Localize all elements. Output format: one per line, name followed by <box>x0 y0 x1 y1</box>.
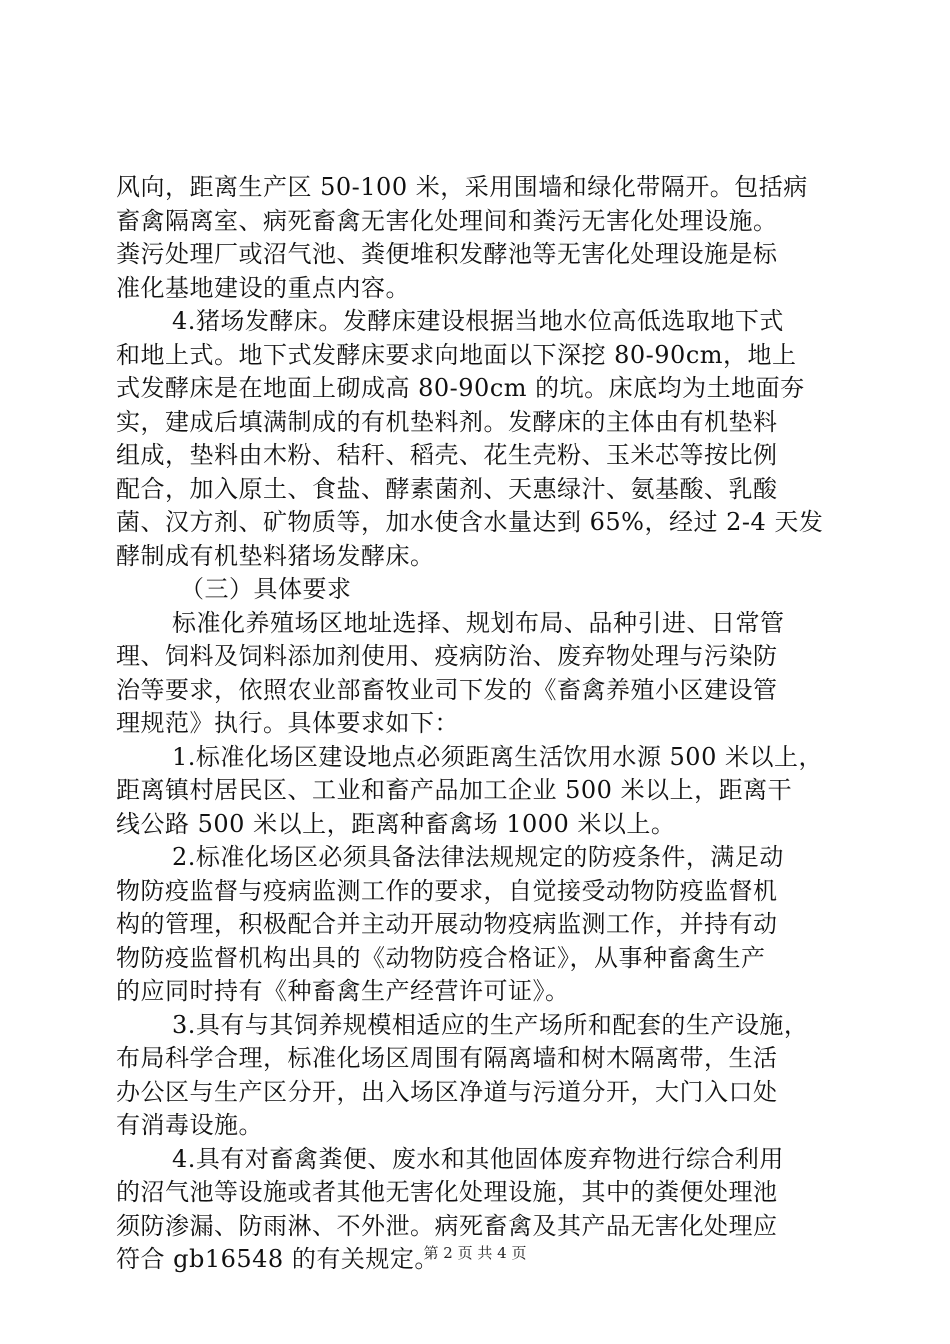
text-line: 有消毒设施。 <box>116 1111 263 1139</box>
paragraph-start-line: 1.标准化场区建设地点必须距离生活饮用水源 500 米以上， <box>172 742 823 771</box>
text-line: 理规范》执行。具体要求如下： <box>116 709 459 737</box>
paragraph-start-line: 4.猪场发酵床。发酵床建设根据当地水位高低选取地下式 <box>172 307 784 335</box>
paragraph-start-line: 2.标准化场区必须具备法律法规规定的防疫条件，满足动 <box>172 843 784 871</box>
text-line: 实，建成后填满制成的有机垫料剂。发酵床的主体由有机垫料 <box>116 407 778 436</box>
text-line: 的沼气池等设施或者其他无害化处理设施，其中的粪便处理池 <box>116 1178 778 1206</box>
text-line: 式发酵床是在地面上砌成高 80-90cm 的坑。床底均为土地面夯 <box>116 374 805 402</box>
text-line: 的应同时持有《种畜禽生产经营许可证》。 <box>116 977 570 1005</box>
text-line: 畜禽隔离室、病死畜禽无害化处理间和粪污无害化处理设施。 <box>116 206 778 235</box>
text-line: 理、饲料及饲料添加剂使用、疫病防治、废弃物处理与污染防 <box>116 642 778 670</box>
text-line: 准化基地建设的重点内容。 <box>116 273 410 302</box>
text-line: 办公区与生产区分开，出入场区净道与污道分开，大门入口处 <box>116 1077 778 1106</box>
text-line: 须防渗漏、防雨淋、不外泄。病死畜禽及其产品无害化处理应 <box>116 1211 778 1240</box>
text-line: 治等要求，依照农业部畜牧业司下发的《畜禽养殖小区建设管 <box>116 675 778 704</box>
text-line: 线公路 500 米以上，距离种畜禽场 1000 米以上。 <box>116 809 676 838</box>
text-line: 和地上式。地下式发酵床要求向地面以下深挖 80-90cm，地上 <box>116 340 797 369</box>
text-line: 酵制成有机垫料猪场发酵床。 <box>116 541 435 570</box>
text-line: 距离镇村居民区、工业和畜产品加工企业 500 米以上，距离干 <box>116 776 793 804</box>
paragraph-start-line: 4.具有对畜禽粪便、废水和其他固体废弃物进行综合利用 <box>172 1144 784 1173</box>
paragraph-start-line: 3.具有与其饲养规模相适应的生产场所和配套的生产设施， <box>172 1010 809 1039</box>
text-line: 组成，垫料由木粉、秸秆、稻壳、花生壳粉、玉米芯等按比例 <box>116 441 778 469</box>
text-line: 符合 gb16548 的有关规定。 <box>116 1245 439 1273</box>
text-line: 构的管理，积极配合并主动开展动物疫病监测工作，并持有动 <box>116 910 778 938</box>
section-heading: （三）具体要求 <box>180 575 352 603</box>
text-line: 配合，加入原土、食盐、酵素菌剂、天惠绿汁、氨基酸、乳酸 <box>116 474 778 503</box>
text-line: 粪污处理厂或沼气池、粪便堆积发酵池等无害化处理设施是标 <box>116 240 778 268</box>
text-line: 布局科学合理，标准化场区周围有隔离墙和树木隔离带，生活 <box>116 1044 778 1072</box>
text-line: 风向，距离生产区 50-100 米，采用围墙和绿化带隔开。包括病 <box>116 173 808 201</box>
text-line: 菌、汉方剂、矿物质等，加水使含水量达到 65%，经过 2-4 天发 <box>116 508 824 536</box>
text-line: 物防疫监督与疫病监测工作的要求，自觉接受动物防疫监督机 <box>116 876 778 905</box>
page-number-footer: 第 2 页 共 4 页 <box>423 1244 527 1262</box>
document-body <box>116 171 836 1277</box>
text-line: 物防疫监督机构出具的《动物防疫合格证》，从事种畜禽生产 <box>116 943 766 972</box>
paragraph-start-line: 标准化养殖场区地址选择、规划布局、品种引进、日常管 <box>172 608 785 637</box>
